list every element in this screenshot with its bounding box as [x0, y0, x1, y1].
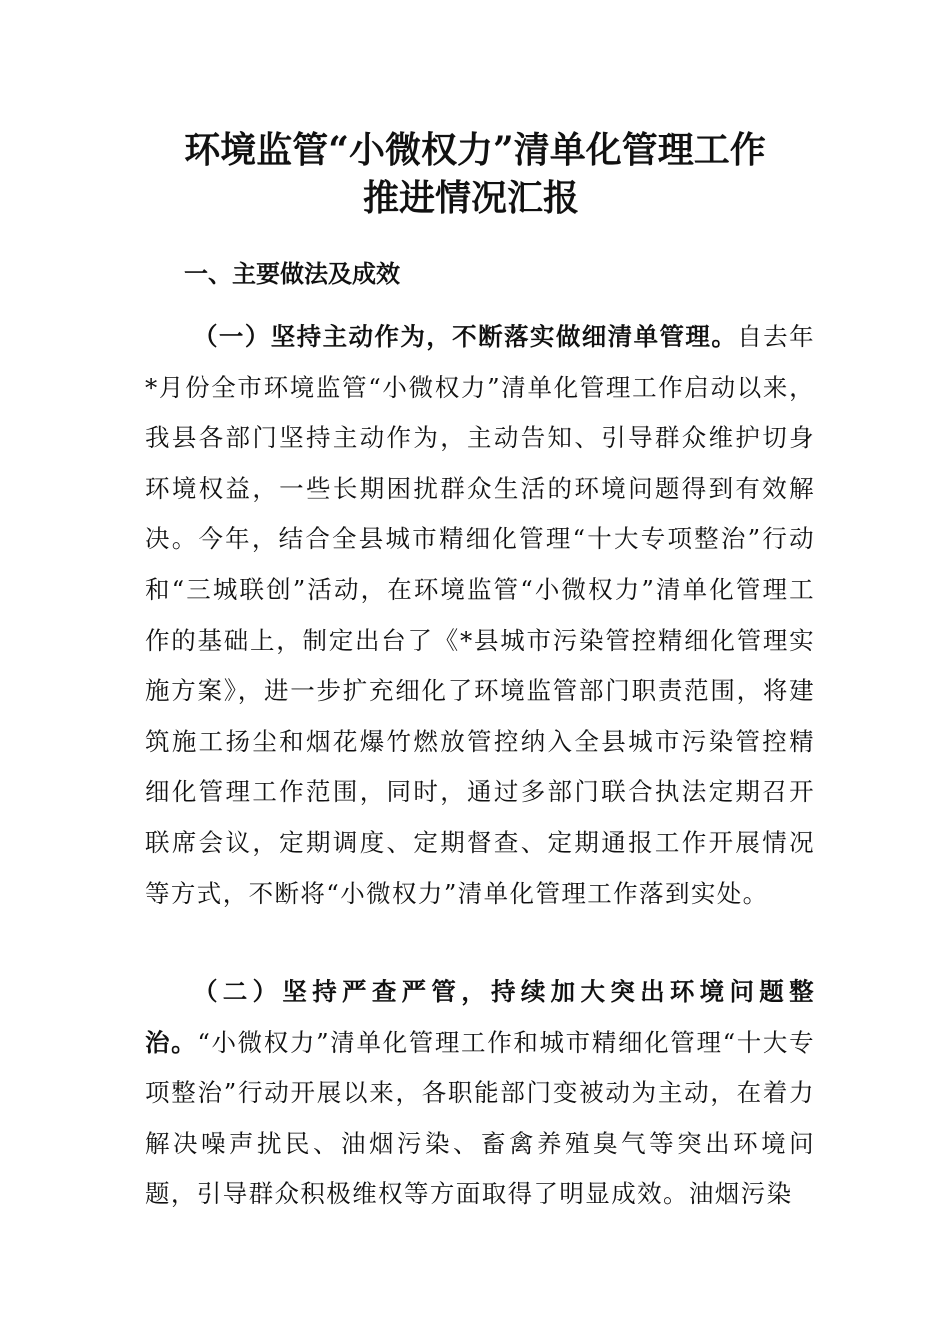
- paragraph-1: [145, 312, 815, 919]
- paragraph-1-lead: （一）坚持主动作为，不断落实做细清单管理。: [193, 322, 738, 351]
- document-title-line-1: 环境监管“小微权力”清单化管理工作: [184, 129, 766, 171]
- document-title-line-2: 推进情况汇报: [362, 177, 579, 219]
- section-heading-main-practices: 一、主要做法及成效: [184, 260, 400, 288]
- paragraph-1-body: 自去年*月份全市环境监管“小微权力”清单化管理工作启动以来，我县各部门坚持主动作为，主动告知、引导群众维护切身环境权益，一些长期困扰群众生活的环境问题得到有效解决。今年，结合全县城市精细化管理“十大专项整治”行动和“三城联创”活动，在环境监管“小微权力”清单化管理工作的基础上，制定出台了《*县城市污染管控精细化管理实施方案》，进一步扩充细化了环境监管部门职责范围，将建筑施工扬尘和烟花爆竹燃放管控纳入全县城市污染管控精细化管理工作范围，同时，通过多部门联合执法定期召开联席会议，定期调度、定期督查、定期通报工作开展情况等方式，不断将“小微权力”清单化管理工作落到实处。: [145, 322, 815, 908]
- paragraph-2: [145, 967, 815, 1220]
- paragraph-2-body: “小微权力”清单化管理工作和城市精细化管理“十大专项整治”行动开展以来，各职能部门变被动为主动，在着力解决噪声扰民、油烟污染、畜禽养殖臭气等突出环境问题，引导群众积极维权等方面取得了明显成效。油烟污染: [145, 1027, 815, 1209]
- paragraph-2-lead: （二）坚持严查严管，持续加大突出环境问题整治。: [145, 977, 815, 1057]
